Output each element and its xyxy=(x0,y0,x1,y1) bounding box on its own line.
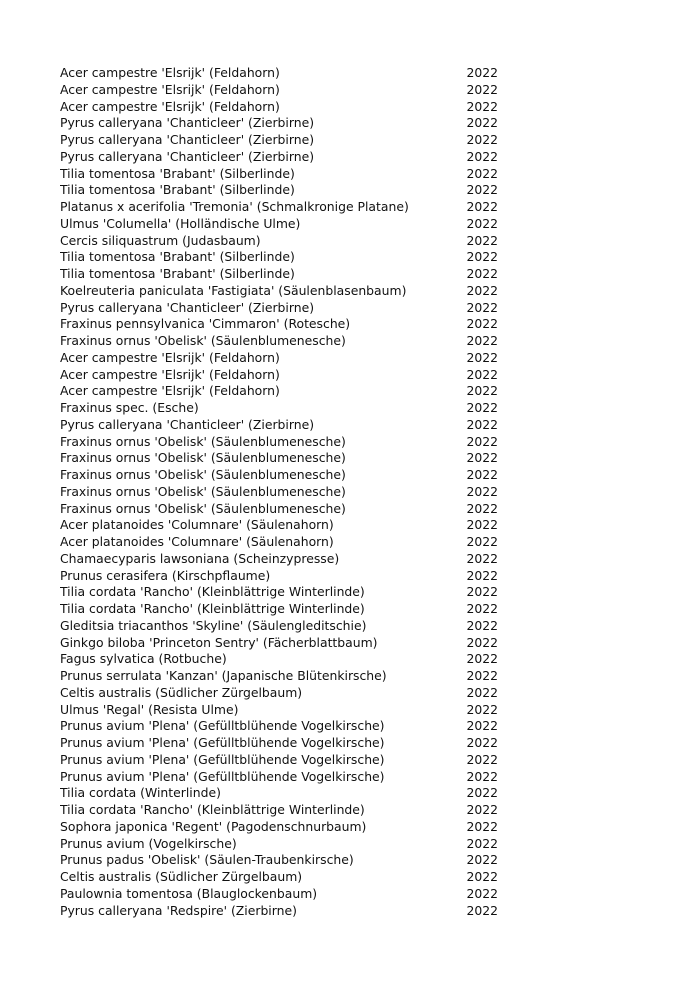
planting-year: 2022 xyxy=(466,601,498,616)
list-row xyxy=(60,903,500,920)
tree-name: Prunus serrulata 'Kanzan' (Japanische Blütenkirsche) xyxy=(60,668,387,683)
tree-name: Acer campestre 'Elsrijk' (Feldahorn) xyxy=(60,366,280,382)
tree-name: Fraxinus ornus 'Obelisk' (Säulenblumenesche) xyxy=(60,500,346,516)
tree-name: Prunus cerasifera (Kirschpflaume) xyxy=(60,567,271,583)
planting-year: 2022 xyxy=(466,634,498,650)
planting-year: 2022 xyxy=(466,751,498,767)
planting-year: 2022 xyxy=(466,651,498,667)
tree-name: Tilia cordata (Winterlinde) xyxy=(60,785,221,801)
planting-year: 2022 xyxy=(466,115,498,131)
planting-year: 2022 xyxy=(466,400,498,415)
planting-year: 2022 xyxy=(466,852,498,868)
tree-name: Celtis australis (Südlicher Zürgelbaum) xyxy=(60,869,303,884)
tree-name: Ginkgo biloba 'Princeton Sentry' (Fächerblattbaum) xyxy=(60,634,378,650)
planting-year: 2022 xyxy=(466,299,498,315)
tree-name: Celtis australis (Südlicher Zürgelbaum) xyxy=(60,684,303,700)
list-row xyxy=(60,785,500,802)
tree-name: Prunus avium 'Plena' (Gefülltblühende Vogelkirsche) xyxy=(60,751,385,767)
list-row xyxy=(60,484,500,501)
planting-year: 2022 xyxy=(466,148,498,164)
tree-name: Paulownia tomentosa (Blauglockenbaum) xyxy=(60,885,318,901)
tree-name: Fraxinus ornus 'Obelisk' (Säulenblumenesche) xyxy=(60,483,346,499)
planting-year: 2022 xyxy=(466,534,498,549)
planting-year: 2022 xyxy=(466,517,498,533)
planting-year: 2022 xyxy=(466,232,498,248)
planting-year: 2022 xyxy=(466,467,498,482)
list-row xyxy=(60,769,500,786)
list-row xyxy=(60,836,500,853)
planting-year: 2022 xyxy=(466,483,498,499)
list-row xyxy=(60,132,500,149)
list-row xyxy=(60,467,500,484)
tree-name: Tilia tomentosa 'Brabant' (Silberlinde) xyxy=(60,249,295,265)
planting-year: 2022 xyxy=(466,885,498,901)
tree-name: Fagus sylvatica (Rotbuche) xyxy=(60,651,227,667)
tree-name: Tilia tomentosa 'Brabant' (Silberlinde) xyxy=(60,182,295,198)
planting-year: 2022 xyxy=(466,500,498,516)
planting-year: 2022 xyxy=(466,684,498,700)
planting-year: 2022 xyxy=(466,349,498,365)
list-row xyxy=(60,735,500,752)
planting-year: 2022 xyxy=(466,316,498,332)
tree-name: Prunus padus 'Obelisk' (Säulen-Traubenkirsche) xyxy=(60,852,354,868)
tree-name: Sophora japonica 'Regent' (Pagodenschnurbaum) xyxy=(60,818,367,834)
tree-name: Pyrus calleryana 'Chanticleer' (Zierbirne) xyxy=(60,299,315,315)
tree-name: Pyrus calleryana 'Chanticleer' (Zierbirne) xyxy=(60,148,315,164)
planting-year: 2022 xyxy=(466,98,498,114)
list-row xyxy=(60,199,500,216)
planting-year: 2022 xyxy=(466,785,498,801)
list-row xyxy=(60,651,500,668)
tree-name: Tilia cordata 'Rancho' (Kleinblättrige Winterlinde) xyxy=(60,584,365,600)
list-row xyxy=(60,166,500,183)
list-row xyxy=(60,65,500,82)
list-row xyxy=(60,568,500,585)
list-row xyxy=(60,819,500,836)
planting-year: 2022 xyxy=(466,81,498,97)
list-row xyxy=(60,886,500,903)
list-row xyxy=(60,182,500,199)
tree-name: Fraxinus pennsylvanica 'Cimmaron' (Rotesche) xyxy=(60,316,351,332)
list-row xyxy=(60,635,500,652)
tree-name: Acer campestre 'Elsrijk' (Feldahorn) xyxy=(60,383,280,399)
list-row xyxy=(60,266,500,283)
list-row xyxy=(60,99,500,116)
list-row xyxy=(60,417,500,434)
planting-year: 2022 xyxy=(466,818,498,834)
planting-year: 2022 xyxy=(466,182,498,198)
list-row xyxy=(60,249,500,266)
planting-year: 2022 xyxy=(466,65,498,80)
planting-year: 2022 xyxy=(466,266,498,281)
list-row xyxy=(60,115,500,132)
planting-year: 2022 xyxy=(466,416,498,432)
tree-name: Tilia cordata 'Rancho' (Kleinblättrige Winterlinde) xyxy=(60,601,365,616)
planting-year: 2022 xyxy=(466,617,498,633)
tree-name: Ulmus 'Columella' (Holländische Ulme) xyxy=(60,215,301,231)
list-row xyxy=(60,316,500,333)
list-row xyxy=(60,601,500,618)
planting-year: 2022 xyxy=(466,701,498,717)
planting-year: 2022 xyxy=(466,802,498,817)
planting-year: 2022 xyxy=(466,584,498,600)
tree-name: Prunus avium 'Plena' (Gefülltblühende Vogelkirsche) xyxy=(60,768,385,784)
planting-year: 2022 xyxy=(466,215,498,231)
tree-name: Pyrus calleryana 'Chanticleer' (Zierbirne) xyxy=(60,416,315,432)
tree-name: Acer campestre 'Elsrijk' (Feldahorn) xyxy=(60,81,280,97)
list-row xyxy=(60,82,500,99)
list-row xyxy=(60,350,500,367)
tree-name: Fraxinus ornus 'Obelisk' (Säulenblumenesche) xyxy=(60,333,346,348)
tree-name: Fraxinus spec. (Esche) xyxy=(60,400,199,415)
tree-name: Prunus avium (Vogelkirsche) xyxy=(60,835,237,851)
list-row xyxy=(60,233,500,250)
tree-name: Koelreuteria paniculata 'Fastigiata' (Säulenblasenbaum) xyxy=(60,282,407,298)
list-row xyxy=(60,802,500,819)
tree-name: Fraxinus ornus 'Obelisk' (Säulenblumenesche) xyxy=(60,450,346,466)
tree-name: Platanus x acerifolia 'Tremonia' (Schmalkronige Platane) xyxy=(60,199,409,214)
planting-year: 2022 xyxy=(466,768,498,784)
planting-year: 2022 xyxy=(466,450,498,466)
list-row xyxy=(60,149,500,166)
tree-name: Pyrus calleryana 'Chanticleer' (Zierbirne) xyxy=(60,115,315,131)
tree-name: Tilia tomentosa 'Brabant' (Silberlinde) xyxy=(60,266,295,281)
tree-name: Acer campestre 'Elsrijk' (Feldahorn) xyxy=(60,98,280,114)
list-row xyxy=(60,584,500,601)
list-row xyxy=(60,216,500,233)
list-row xyxy=(60,752,500,769)
planting-year: 2022 xyxy=(466,165,498,181)
tree-list xyxy=(60,65,500,919)
list-row xyxy=(60,718,500,735)
list-row xyxy=(60,333,500,350)
tree-name: Tilia tomentosa 'Brabant' (Silberlinde) xyxy=(60,165,295,181)
list-row xyxy=(60,869,500,886)
tree-name: Acer campestre 'Elsrijk' (Feldahorn) xyxy=(60,65,280,80)
list-row xyxy=(60,702,500,719)
list-row xyxy=(60,517,500,534)
planting-year: 2022 xyxy=(466,550,498,566)
tree-name: Cercis siliquastrum (Judasbaum) xyxy=(60,232,261,248)
list-row xyxy=(60,618,500,635)
list-row xyxy=(60,534,500,551)
tree-name: Acer platanoides 'Columnare' (Säulenahorn) xyxy=(60,517,334,533)
planting-year: 2022 xyxy=(466,282,498,298)
tree-name: Gleditsia triacanthos 'Skyline' (Säulengleditschie) xyxy=(60,617,367,633)
list-row xyxy=(60,852,500,869)
list-row xyxy=(60,501,500,518)
tree-name: Fraxinus ornus 'Obelisk' (Säulenblumenesche) xyxy=(60,467,346,482)
list-row xyxy=(60,450,500,467)
list-row xyxy=(60,685,500,702)
list-row xyxy=(60,434,500,451)
list-row xyxy=(60,383,500,400)
tree-name: Prunus avium 'Plena' (Gefülltblühende Vogelkirsche) xyxy=(60,735,385,750)
tree-name: Pyrus calleryana 'Redspire' (Zierbirne) xyxy=(60,902,297,918)
list-row xyxy=(60,367,500,384)
list-row xyxy=(60,283,500,300)
planting-year: 2022 xyxy=(466,718,498,734)
planting-year: 2022 xyxy=(466,869,498,884)
tree-name: Pyrus calleryana 'Chanticleer' (Zierbirne) xyxy=(60,132,315,147)
tree-name: Acer platanoides 'Columnare' (Säulenahorn) xyxy=(60,534,334,549)
list-row xyxy=(60,668,500,685)
planting-year: 2022 xyxy=(466,835,498,851)
list-row xyxy=(60,300,500,317)
tree-name: Chamaecyparis lawsoniana (Scheinzypresse) xyxy=(60,550,340,566)
planting-year: 2022 xyxy=(466,567,498,583)
planting-year: 2022 xyxy=(466,668,498,683)
planting-year: 2022 xyxy=(466,199,498,214)
planting-year: 2022 xyxy=(466,383,498,399)
planting-year: 2022 xyxy=(466,902,498,918)
planting-year: 2022 xyxy=(466,249,498,265)
planting-year: 2022 xyxy=(466,333,498,348)
planting-year: 2022 xyxy=(466,132,498,147)
tree-name: Prunus avium 'Plena' (Gefülltblühende Vogelkirsche) xyxy=(60,718,385,734)
tree-name: Fraxinus ornus 'Obelisk' (Säulenblumenesche) xyxy=(60,433,346,449)
tree-name: Ulmus 'Regal' (Resista Ulme) xyxy=(60,701,239,717)
list-row xyxy=(60,400,500,417)
list-row xyxy=(60,551,500,568)
planting-year: 2022 xyxy=(466,735,498,750)
planting-year: 2022 xyxy=(466,366,498,382)
planting-year: 2022 xyxy=(466,433,498,449)
tree-name: Tilia cordata 'Rancho' (Kleinblättrige Winterlinde) xyxy=(60,802,365,817)
tree-name: Acer campestre 'Elsrijk' (Feldahorn) xyxy=(60,349,280,365)
